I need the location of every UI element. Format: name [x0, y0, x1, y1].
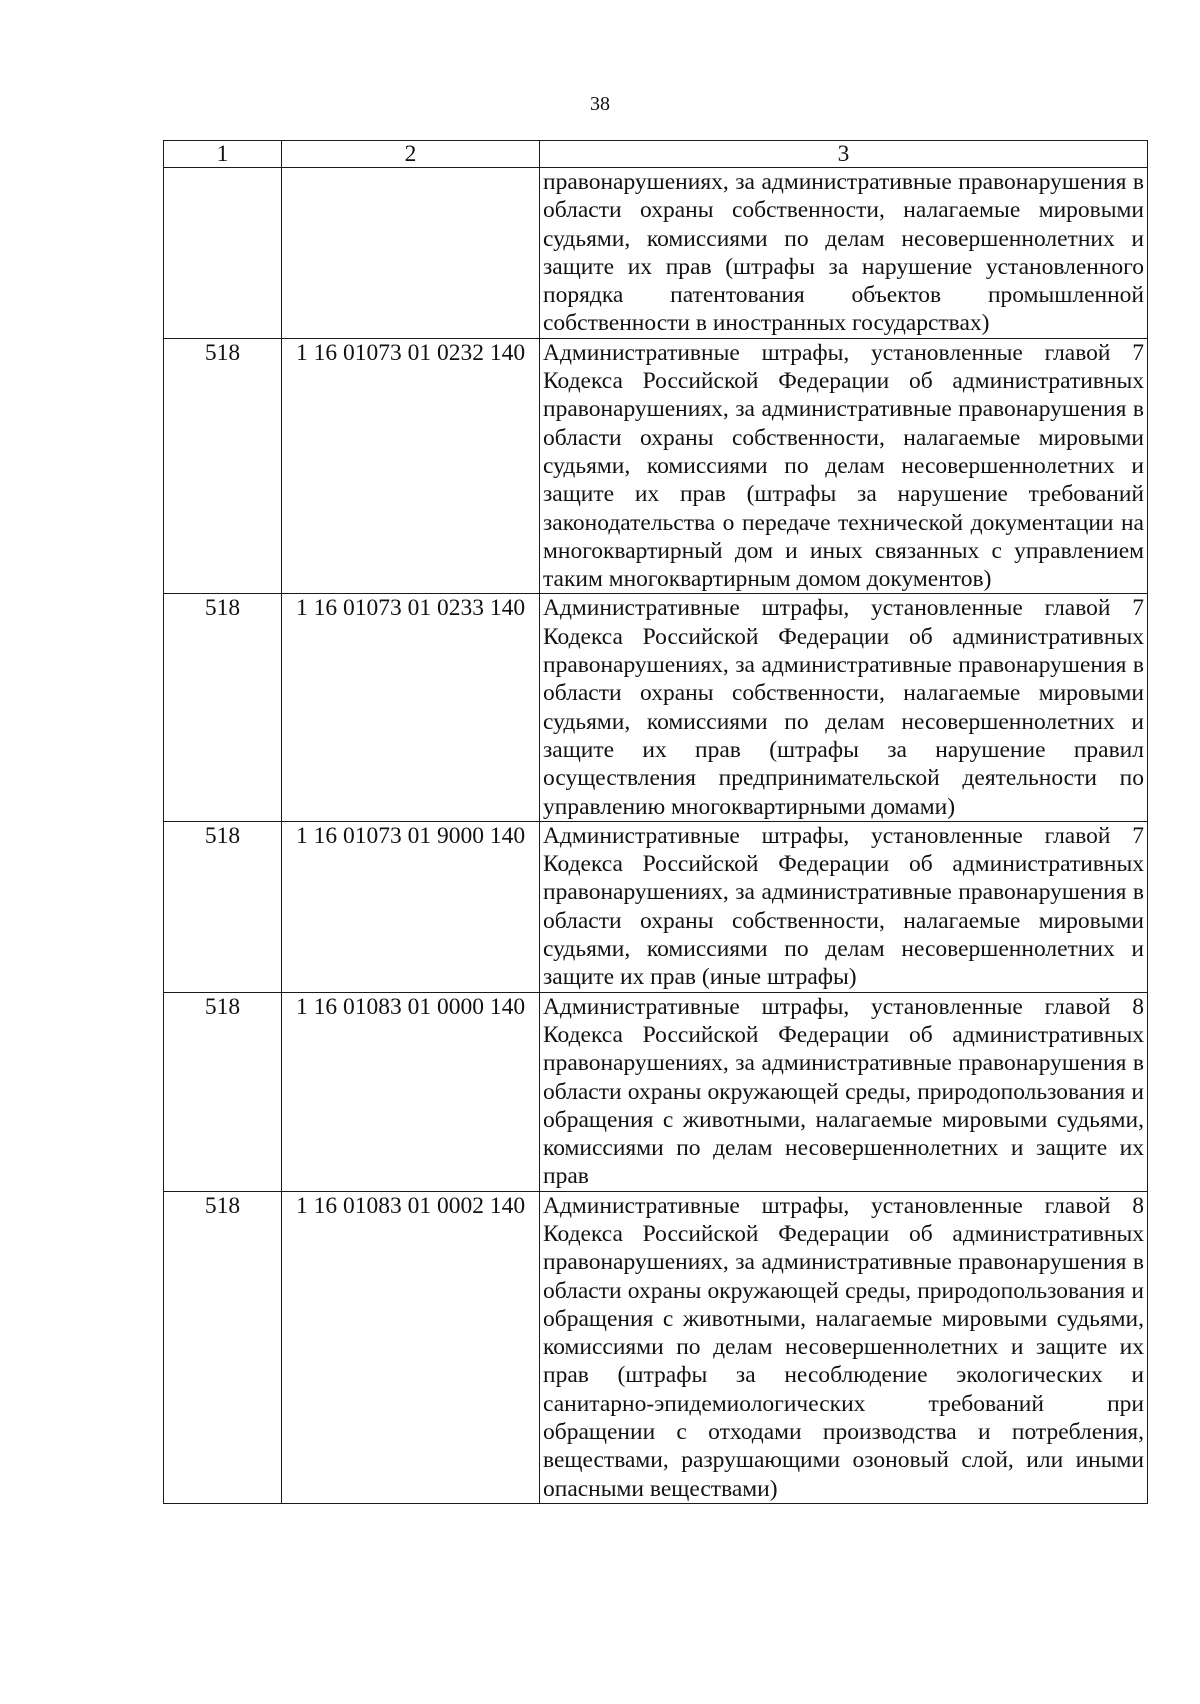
budget-code-cell: 1 16 01073 01 9000 140: [282, 821, 540, 992]
table-row: [164, 992, 1148, 1191]
column-header-2: 2: [282, 141, 540, 168]
column-header-3: 3: [540, 141, 1148, 168]
table-row: [164, 1191, 1148, 1503]
table-row: [164, 821, 1148, 992]
description-cell: Административные штрафы, установленные главой 7 Кодекса Российской Федерации об административных правонарушениях, за административные правонарушения в области охраны собственности, налагаемые мировыми судьями, комиссиями по делам несовершеннолетних и защите их прав (штрафы за нарушение правил осуществления предпринимательской деятельности по управлению многоквартирными домами): [540, 594, 1148, 821]
budget-code-cell: 1 16 01083 01 0000 140: [282, 992, 540, 1191]
description-cell: правонарушениях, за административные правонарушения в области охраны собственности, налагаемые мировыми судьями, комиссиями по делам несовершеннолетних и защите их прав (штрафы за нарушение установленного порядка патентования объектов промышленной собственности в иностранных государствах): [540, 168, 1148, 339]
description-cell: Административные штрафы, установленные главой 7 Кодекса Российской Федерации об административных правонарушениях, за административные правонарушения в области охраны собственности, налагаемые мировыми судьями, комиссиями по делам несовершеннолетних и защите их прав (штрафы за нарушение требований законодательства о передаче технической документации на многоквартирный дом и иных связанных с управлением таким многоквартирным домом документов): [540, 338, 1148, 594]
admin-code-cell: 518: [164, 992, 282, 1191]
budget-code-cell: 1 16 01083 01 0002 140: [282, 1191, 540, 1503]
budget-code-cell: 1 16 01073 01 0232 140: [282, 338, 540, 594]
admin-code-cell: 518: [164, 594, 282, 821]
admin-code-cell: [164, 168, 282, 339]
budget-codes-table: [163, 140, 1148, 1504]
budget-code-cell: [282, 168, 540, 339]
table-row: [164, 168, 1148, 339]
column-header-1: 1: [164, 141, 282, 168]
description-cell: Административные штрафы, установленные главой 8 Кодекса Российской Федерации об административных правонарушениях, за административные правонарушения в области охраны окружающей среды, природопользования и обращения с животными, налагаемые мировыми судьями, комиссиями по делам несовершеннолетних и защите их прав (штрафы за несоблюдение экологических и санитарно-эпидемиологических требований при обращении с отходами производства и потребления, веществами, разрушающими озоновый слой, или иными опасными веществами): [540, 1191, 1148, 1503]
table-row: [164, 338, 1148, 594]
page-number: 38: [590, 93, 610, 115]
table-header-row: [164, 141, 1148, 168]
description-cell: Административные штрафы, установленные главой 8 Кодекса Российской Федерации об административных правонарушениях, за административные правонарушения в области охраны окружающей среды, природопользования и обращения с животными, налагаемые мировыми судьями, комиссиями по делам несовершеннолетних и защите их прав: [540, 992, 1148, 1191]
description-cell: Административные штрафы, установленные главой 7 Кодекса Российской Федерации об административных правонарушениях, за административные правонарушения в области охраны собственности, налагаемые мировыми судьями, комиссиями по делам несовершеннолетних и защите их прав (иные штрафы): [540, 821, 1148, 992]
table-row: [164, 594, 1148, 821]
budget-code-cell: 1 16 01073 01 0233 140: [282, 594, 540, 821]
admin-code-cell: 518: [164, 1191, 282, 1503]
admin-code-cell: 518: [164, 821, 282, 992]
admin-code-cell: 518: [164, 338, 282, 594]
